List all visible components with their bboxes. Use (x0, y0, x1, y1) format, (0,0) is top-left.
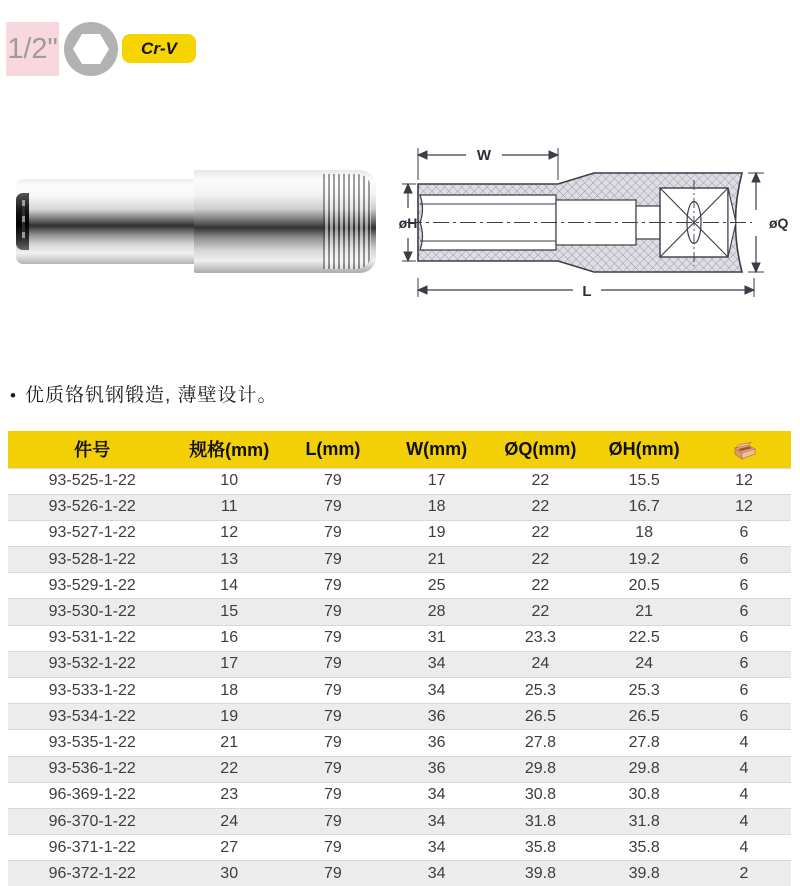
table-row (8, 756, 791, 782)
table-row (8, 494, 791, 520)
cell-value: 24 (176, 808, 282, 834)
cell-value: 39.8 (490, 861, 592, 886)
table-row (8, 520, 791, 546)
cell-value: 22.5 (591, 625, 697, 651)
header-length: L(mm) (282, 431, 384, 468)
socket-opening (16, 193, 29, 251)
cell-value: 6 (697, 651, 791, 677)
cell-value: 16.7 (591, 494, 697, 520)
package-box-icon (731, 440, 757, 460)
cell-value: 30.8 (591, 782, 697, 808)
cell-value: 26.5 (490, 704, 592, 730)
cell-value: 16 (176, 625, 282, 651)
cell-value: 30 (176, 861, 282, 886)
cell-value: 22 (490, 468, 592, 494)
table-row (8, 573, 791, 599)
cell-value: 4 (697, 756, 791, 782)
cell-value: 34 (384, 808, 490, 834)
table-row (8, 468, 791, 494)
header-oh: ØH(mm) (591, 431, 697, 468)
cell-value: 27.8 (591, 730, 697, 756)
cell-value: 6 (697, 704, 791, 730)
cell-value: 26.5 (591, 704, 697, 730)
socket-drive-section (194, 170, 376, 273)
cell-part-number: 93-534-1-22 (8, 704, 176, 730)
cell-part-number: 93-531-1-22 (8, 625, 176, 651)
drive-size-badge: 1/2" (6, 22, 59, 76)
header-w: W(mm) (384, 431, 490, 468)
cell-value: 31.8 (490, 808, 592, 834)
cell-value: 15.5 (591, 468, 697, 494)
cell-value: 10 (176, 468, 282, 494)
cell-value: 39.8 (591, 861, 697, 886)
cell-value: 34 (384, 861, 490, 886)
table-row (8, 730, 791, 756)
cell-value: 27.8 (490, 730, 592, 756)
cell-value: 12 (697, 468, 791, 494)
cell-part-number: 96-369-1-22 (8, 782, 176, 808)
cell-value: 12 (176, 520, 282, 546)
cell-part-number: 93-526-1-22 (8, 494, 176, 520)
cell-value: 29.8 (490, 756, 592, 782)
cell-value: 18 (591, 520, 697, 546)
spec-table-body (8, 468, 791, 886)
cell-value: 19 (176, 704, 282, 730)
cell-value: 79 (282, 756, 384, 782)
cell-value: 22 (490, 494, 592, 520)
cell-value: 17 (176, 651, 282, 677)
cell-value: 23.3 (490, 625, 592, 651)
cell-value: 79 (282, 573, 384, 599)
cell-value: 29.8 (591, 756, 697, 782)
cell-part-number: 93-525-1-22 (8, 468, 176, 494)
cell-value: 34 (384, 651, 490, 677)
cell-value: 31.8 (591, 808, 697, 834)
cell-part-number: 96-370-1-22 (8, 808, 176, 834)
cell-value: 2 (697, 861, 791, 886)
header-oq: ØQ(mm) (490, 431, 592, 468)
feature-text: 优质铬钒钢锻造, 薄壁设计。 (24, 385, 278, 406)
table-row (8, 835, 791, 861)
header-pack (697, 431, 791, 468)
table-row (8, 861, 791, 886)
table-row (8, 678, 791, 704)
cell-part-number: 93-530-1-22 (8, 599, 176, 625)
cell-value: 22 (490, 573, 592, 599)
cell-value: 15 (176, 599, 282, 625)
cell-value: 4 (697, 782, 791, 808)
header-part-number: 件号 (8, 431, 176, 468)
cell-value: 79 (282, 861, 384, 886)
hex-cutout (73, 34, 109, 64)
cell-value: 22 (490, 520, 592, 546)
cell-value: 6 (697, 599, 791, 625)
cell-value: 35.8 (591, 835, 697, 861)
table-row (8, 547, 791, 573)
cell-part-number: 93-536-1-22 (8, 756, 176, 782)
crv-material-badge: Cr-V (122, 34, 196, 63)
cell-value: 36 (384, 756, 490, 782)
table-row (8, 651, 791, 677)
cell-value: 11 (176, 494, 282, 520)
bullet-dot: • (10, 386, 17, 405)
cell-value: 79 (282, 704, 384, 730)
cell-value: 79 (282, 730, 384, 756)
cell-value: 79 (282, 835, 384, 861)
cell-value: 21 (591, 599, 697, 625)
cell-value: 79 (282, 547, 384, 573)
cell-value: 34 (384, 782, 490, 808)
table-row (8, 808, 791, 834)
cell-value: 36 (384, 730, 490, 756)
cell-value: 24 (591, 651, 697, 677)
cell-part-number: 93-529-1-22 (8, 573, 176, 599)
cell-value: 25.3 (490, 678, 592, 704)
cell-value: 18 (176, 678, 282, 704)
cell-value: 79 (282, 625, 384, 651)
cell-value: 6 (697, 678, 791, 704)
cell-value: 6 (697, 520, 791, 546)
dim-label-w: W (476, 147, 492, 164)
table-row (8, 704, 791, 730)
socket-head-section (16, 179, 196, 264)
hex-socket-icon (64, 22, 118, 76)
cell-value: 13 (176, 547, 282, 573)
dim-label-oq: øQ (769, 215, 789, 231)
cell-part-number: 96-372-1-22 (8, 861, 176, 886)
cell-value: 79 (282, 599, 384, 625)
spec-table-header (8, 431, 791, 468)
cell-value: 27 (176, 835, 282, 861)
cell-value: 6 (697, 547, 791, 573)
socket-section-diagram (398, 140, 798, 305)
cell-value: 14 (176, 573, 282, 599)
cell-value: 79 (282, 808, 384, 834)
table-row (8, 625, 791, 651)
cell-value: 4 (697, 835, 791, 861)
cell-value: 20.5 (591, 573, 697, 599)
cell-value: 12 (697, 494, 791, 520)
cell-part-number: 96-371-1-22 (8, 835, 176, 861)
cell-value: 18 (384, 494, 490, 520)
cell-value: 24 (490, 651, 592, 677)
header-size: 规格(mm) (176, 431, 282, 468)
socket-product-photo (12, 166, 378, 278)
cell-value: 35.8 (490, 835, 592, 861)
cell-value: 36 (384, 704, 490, 730)
dim-label-oh: øH (398, 215, 418, 231)
cell-value: 30.8 (490, 782, 592, 808)
cell-part-number: 93-533-1-22 (8, 678, 176, 704)
cell-value: 6 (697, 573, 791, 599)
dim-label-l: L (582, 283, 592, 300)
cell-value: 21 (384, 547, 490, 573)
cell-value: 23 (176, 782, 282, 808)
cell-part-number: 93-532-1-22 (8, 651, 176, 677)
cell-part-number: 93-535-1-22 (8, 730, 176, 756)
cell-part-number: 93-528-1-22 (8, 547, 176, 573)
cell-value: 79 (282, 468, 384, 494)
cell-value: 79 (282, 494, 384, 520)
cell-value: 22 (490, 547, 592, 573)
table-row (8, 599, 791, 625)
cell-value: 34 (384, 835, 490, 861)
technical-drawing (398, 140, 798, 305)
cell-value: 79 (282, 520, 384, 546)
table-row (8, 782, 791, 808)
cell-value: 25 (384, 573, 490, 599)
cell-value: 31 (384, 625, 490, 651)
cell-value: 22 (176, 756, 282, 782)
cell-value: 4 (697, 808, 791, 834)
feature-bullet (10, 380, 770, 407)
cell-value: 28 (384, 599, 490, 625)
spec-table (8, 431, 791, 886)
cell-value: 4 (697, 730, 791, 756)
cell-part-number: 93-527-1-22 (8, 520, 176, 546)
cell-value: 79 (282, 782, 384, 808)
cell-value: 34 (384, 678, 490, 704)
cell-value: 79 (282, 651, 384, 677)
cell-value: 25.3 (591, 678, 697, 704)
cell-value: 79 (282, 678, 384, 704)
cell-value: 21 (176, 730, 282, 756)
knurl-band (323, 174, 371, 269)
cell-value: 22 (490, 599, 592, 625)
cell-value: 17 (384, 468, 490, 494)
cell-value: 19.2 (591, 547, 697, 573)
cell-value: 19 (384, 520, 490, 546)
cell-value: 6 (697, 625, 791, 651)
